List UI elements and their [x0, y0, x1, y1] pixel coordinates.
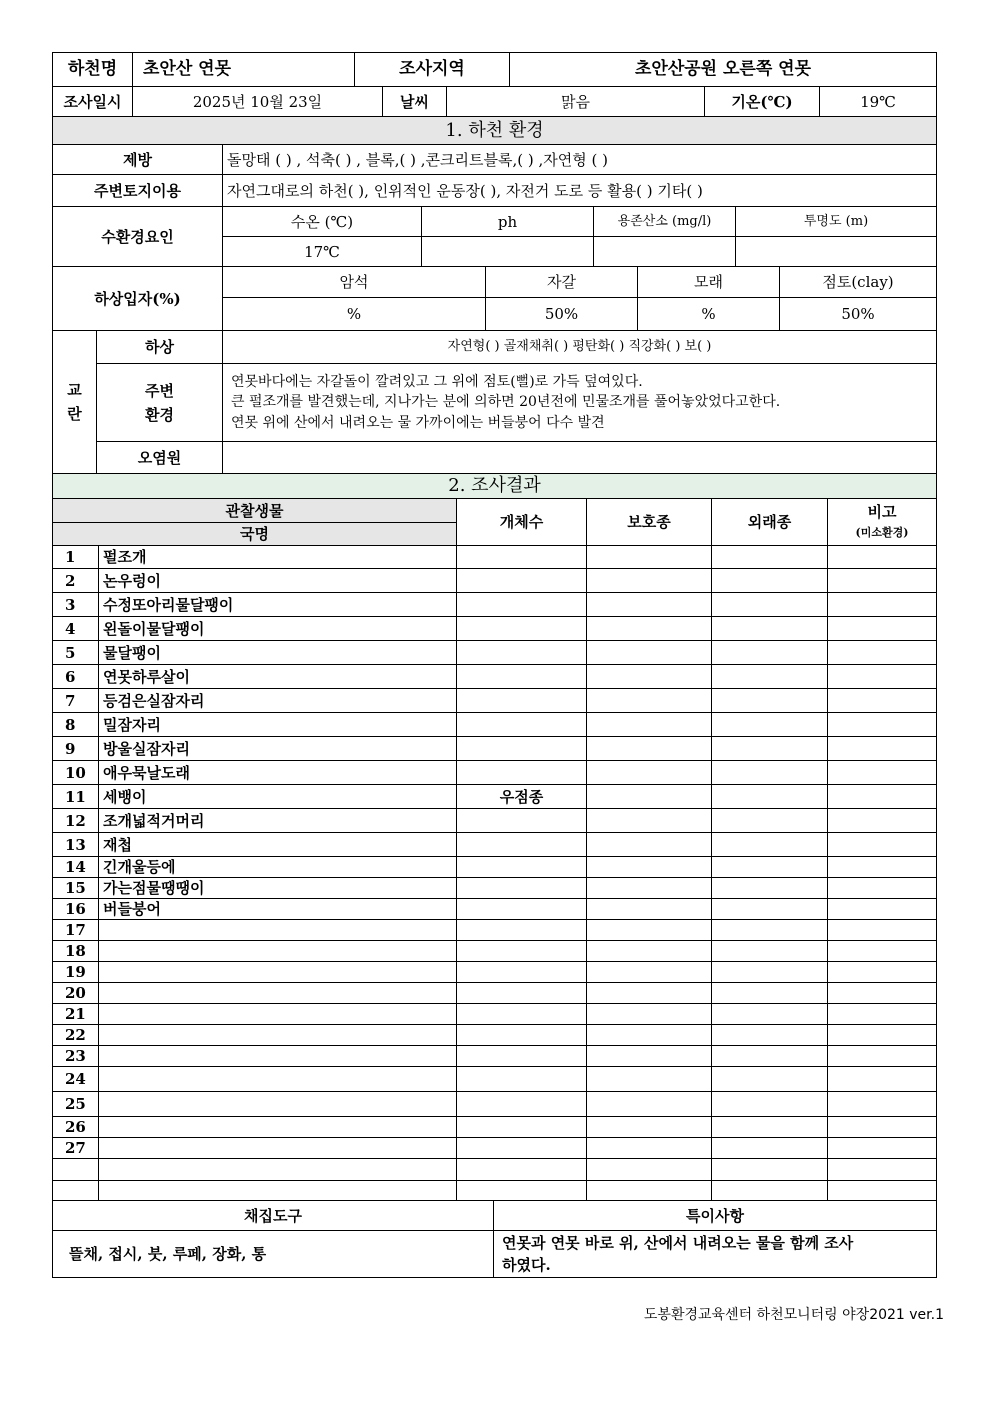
- species-note: [828, 546, 937, 569]
- species-protected: [587, 569, 712, 593]
- survey-date: 2025년 10월 23일: [133, 87, 383, 117]
- species-name: [99, 1138, 457, 1159]
- species-protected: [587, 617, 712, 641]
- species-count: [457, 1004, 587, 1025]
- species-number: 25: [53, 1092, 99, 1117]
- species-note: [828, 962, 937, 983]
- table-row: [53, 899, 937, 920]
- species-count: [457, 1138, 587, 1159]
- species-protected: [587, 1138, 712, 1159]
- section1-title: 1. 하천 환경: [53, 117, 937, 145]
- species-protected: [587, 941, 712, 962]
- table-row: [53, 569, 937, 593]
- species-protected: [587, 761, 712, 785]
- species-count: [457, 689, 587, 713]
- species-count: [457, 713, 587, 737]
- species-protected: [587, 962, 712, 983]
- species-protected: [587, 713, 712, 737]
- species-alien: [712, 641, 828, 665]
- species-count: [457, 962, 587, 983]
- species-note: [828, 785, 937, 809]
- disturbance-label-2: 란: [67, 405, 82, 423]
- species-note: [828, 833, 937, 857]
- table-row: [53, 1046, 937, 1067]
- species-count: [457, 1046, 587, 1067]
- species-number: 17: [53, 920, 99, 941]
- species-protected: [587, 878, 712, 899]
- species-note: [828, 689, 937, 713]
- landuse-label: 주변토지이용: [53, 175, 223, 207]
- species-note: [828, 641, 937, 665]
- species-protected: [587, 1159, 712, 1181]
- species-count: [457, 1117, 587, 1138]
- species-protected: [587, 689, 712, 713]
- table-row: [53, 1117, 937, 1138]
- species-note: [828, 569, 937, 593]
- species-protected: [587, 641, 712, 665]
- disturbance-label-1: 교: [67, 381, 82, 399]
- species-alien: [712, 546, 828, 569]
- weather-value: 맑음: [447, 87, 705, 117]
- gravel-label: 자갈: [486, 267, 638, 298]
- species-alien: [712, 665, 828, 689]
- levee-label: 제방: [53, 145, 223, 175]
- species-alien: [712, 833, 828, 857]
- species-count: [457, 1067, 587, 1092]
- table-row: [53, 941, 937, 962]
- species-alien: [712, 857, 828, 878]
- surround-label-1: 주변: [145, 381, 174, 400]
- species-count: [457, 1092, 587, 1117]
- species-alien: [712, 1092, 828, 1117]
- species-name: 버들붕어: [99, 899, 457, 920]
- special-line-1: 연못과 연못 바로 위, 산에서 내려오는 물을 함께 조사: [502, 1233, 854, 1252]
- species-count: [457, 569, 587, 593]
- species-count: [457, 833, 587, 857]
- species-note: [828, 1138, 937, 1159]
- species-number: 7: [53, 689, 99, 713]
- species-protected: [587, 983, 712, 1004]
- species-note: [828, 809, 937, 833]
- species-number: 22: [53, 1025, 99, 1046]
- species-protected: [587, 809, 712, 833]
- species-number: [53, 1181, 99, 1201]
- table-row: [53, 593, 937, 617]
- species-alien: [712, 899, 828, 920]
- note-sub-label: (미소환경): [855, 526, 909, 539]
- surround-label: [97, 364, 223, 442]
- table-row: [53, 833, 937, 857]
- species-note: [828, 1181, 937, 1201]
- species-alien: [712, 1046, 828, 1067]
- species-note: [828, 983, 937, 1004]
- clay-value: 50%: [780, 298, 937, 331]
- table-row: [53, 689, 937, 713]
- species-number: 16: [53, 899, 99, 920]
- species-protected: [587, 1046, 712, 1067]
- riverbed-value: 자연형( ) 골재채취( ) 평탄화( ) 직강화( ) 보( ): [223, 331, 937, 364]
- species-note: [828, 1004, 937, 1025]
- species-note: [828, 1159, 937, 1181]
- species-count: [457, 1181, 587, 1201]
- species-count: [457, 1159, 587, 1181]
- table-row: [53, 983, 937, 1004]
- species-note: [828, 857, 937, 878]
- species-number: 13: [53, 833, 99, 857]
- note-label-text: 비고: [867, 502, 897, 521]
- survey-date-label: 조사일시: [53, 87, 133, 117]
- species-note: [828, 920, 937, 941]
- species-protected: [587, 1025, 712, 1046]
- footer-text: 도봉환경교육센터 하천모니터링 야장2021 ver.1: [643, 1307, 944, 1323]
- special-value: [494, 1231, 937, 1278]
- species-name: 가는점물땡땡이: [99, 878, 457, 899]
- species-note: [828, 1046, 937, 1067]
- table-row: [53, 761, 937, 785]
- do-value: [594, 237, 736, 267]
- species-number: 14: [53, 857, 99, 878]
- species-alien: [712, 689, 828, 713]
- species-note: [828, 1092, 937, 1117]
- species-count: [457, 737, 587, 761]
- rock-label: 암석: [223, 267, 486, 298]
- species-note: [828, 1117, 937, 1138]
- riverbed-label: 하상: [97, 331, 223, 364]
- header-table: [52, 52, 937, 87]
- tools-value: 뜰채, 접시, 붓, 루페, 장화, 통: [53, 1231, 494, 1278]
- species-name: 등검은실잠자리: [99, 689, 457, 713]
- do-label: 용존산소 (mg/l): [594, 207, 736, 237]
- species-count: [457, 665, 587, 689]
- species-name: 밀잠자리: [99, 713, 457, 737]
- species-rows: [53, 546, 937, 1201]
- species-name: 재첩: [99, 833, 457, 857]
- species-name: 왼돌이물달팽이: [99, 617, 457, 641]
- species-name: [99, 920, 457, 941]
- species-note: [828, 617, 937, 641]
- ph-value: [422, 237, 594, 267]
- survey-area: 초안산공원 오른쪽 연못: [510, 53, 937, 87]
- species-number: 21: [53, 1004, 99, 1025]
- surround-line-1: 연못바다에는 자갈돌이 깔려있고 그 위에 점토(뻘)로 가득 덮여있다.: [231, 374, 643, 391]
- species-protected: [587, 737, 712, 761]
- survey-results-table: [52, 473, 937, 1201]
- species-number: 26: [53, 1117, 99, 1138]
- special-line-2: 하였다.: [502, 1256, 551, 1274]
- species-note: [828, 899, 937, 920]
- landuse-value: 자연그대로의 하천( ), 인위적인 운동장( ), 자전거 도로 등 활용( ) 기타( ): [223, 175, 937, 207]
- species-name: [99, 941, 457, 962]
- species-number: 3: [53, 593, 99, 617]
- species-number: 8: [53, 713, 99, 737]
- sand-label: 모래: [638, 267, 780, 298]
- species-name: 논우렁이: [99, 569, 457, 593]
- species-count: [457, 899, 587, 920]
- disturbance-label: [53, 331, 97, 474]
- species-number: 10: [53, 761, 99, 785]
- species-protected: [587, 1067, 712, 1092]
- species-alien: [712, 983, 828, 1004]
- species-number: 23: [53, 1046, 99, 1067]
- table-row: [53, 1138, 937, 1159]
- species-count: [457, 761, 587, 785]
- species-protected: [587, 920, 712, 941]
- table-row: [53, 1004, 937, 1025]
- table-row: [53, 713, 937, 737]
- species-protected: [587, 785, 712, 809]
- table-row: [53, 785, 937, 809]
- table-row: [53, 962, 937, 983]
- date-table: [52, 86, 937, 117]
- species-alien: [712, 1117, 828, 1138]
- observed-label: 관찰생물: [53, 499, 457, 523]
- river-environment-table: [52, 116, 937, 474]
- species-number: 15: [53, 878, 99, 899]
- tools-label: 채집도구: [53, 1201, 494, 1231]
- species-count: [457, 641, 587, 665]
- river-name-label: 하천명: [53, 53, 133, 87]
- water-temp-value: 17℃: [223, 237, 422, 267]
- clarity-value: [736, 237, 937, 267]
- water-factor-label: 수환경요인: [53, 207, 223, 267]
- species-protected: [587, 546, 712, 569]
- species-number: 18: [53, 941, 99, 962]
- ph-label: ph: [422, 207, 594, 237]
- species-protected: [587, 1181, 712, 1201]
- species-count: [457, 857, 587, 878]
- species-alien: [712, 713, 828, 737]
- species-count: [457, 593, 587, 617]
- survey-area-label: 조사지역: [355, 53, 510, 87]
- species-note: [828, 1025, 937, 1046]
- note-label: [828, 499, 937, 546]
- table-row: [53, 1159, 937, 1181]
- species-count: 우점종: [457, 785, 587, 809]
- species-alien: [712, 1181, 828, 1201]
- table-row: [53, 1092, 937, 1117]
- species-count: [457, 941, 587, 962]
- table-row: [53, 809, 937, 833]
- bottom-table: [52, 1200, 937, 1278]
- species-alien: [712, 1067, 828, 1092]
- rock-value: %: [223, 298, 486, 331]
- air-temp-value: 19℃: [820, 87, 937, 117]
- species-alien: [712, 1004, 828, 1025]
- surround-line-2: 큰 펄조개를 발견했는데, 지나가는 분에 의하면 20년전에 민물조개를 풀어놓았었다고한다.: [231, 394, 781, 411]
- special-label: 특이사항: [494, 1201, 937, 1231]
- clarity-label: 투명도 (m): [736, 207, 937, 237]
- species-note: [828, 713, 937, 737]
- table-row: [53, 857, 937, 878]
- species-name: [99, 962, 457, 983]
- species-protected: [587, 1117, 712, 1138]
- species-name: 긴개울등에: [99, 857, 457, 878]
- species-protected: [587, 833, 712, 857]
- table-row: [53, 641, 937, 665]
- species-protected: [587, 1004, 712, 1025]
- section2-title: 2. 조사결과: [53, 474, 937, 499]
- species-alien: [712, 920, 828, 941]
- species-number: 11: [53, 785, 99, 809]
- species-protected: [587, 857, 712, 878]
- species-protected: [587, 899, 712, 920]
- species-alien: [712, 878, 828, 899]
- species-alien: [712, 761, 828, 785]
- species-protected: [587, 1092, 712, 1117]
- species-note: [828, 878, 937, 899]
- species-number: 1: [53, 546, 99, 569]
- table-row: [53, 920, 937, 941]
- species-number: 19: [53, 962, 99, 983]
- species-alien: [712, 1025, 828, 1046]
- species-note: [828, 1067, 937, 1092]
- pollution-label: 오염원: [97, 442, 223, 474]
- table-row: [53, 1067, 937, 1092]
- surround-value: [223, 364, 937, 442]
- species-count: [457, 617, 587, 641]
- table-row: [53, 546, 937, 569]
- table-row: [53, 617, 937, 641]
- species-note: [828, 941, 937, 962]
- surround-line-3: 연못 위에 산에서 내려오는 물 가까이에는 버들붕어 다수 발견: [231, 414, 605, 431]
- air-temp-label: 기온(℃): [705, 87, 820, 117]
- species-name: 물달팽이: [99, 641, 457, 665]
- species-name: [99, 1092, 457, 1117]
- species-name: 수정또아리물달팽이: [99, 593, 457, 617]
- table-row: [53, 1025, 937, 1046]
- species-name: [99, 1025, 457, 1046]
- table-row: [53, 878, 937, 899]
- species-name: 펄조개: [99, 546, 457, 569]
- species-name: [99, 1117, 457, 1138]
- surround-label-2: 환경: [145, 405, 174, 424]
- substrate-label: 하상입자(%): [53, 267, 223, 331]
- species-number: 4: [53, 617, 99, 641]
- count-label: 개체수: [457, 499, 587, 546]
- species-number: 6: [53, 665, 99, 689]
- table-row: [53, 1181, 937, 1201]
- species-alien: [712, 617, 828, 641]
- pollution-value: [223, 442, 937, 474]
- river-name: 초안산 연못: [133, 53, 355, 87]
- clay-label: 점토(clay): [780, 267, 937, 298]
- species-name: 애우묵날도래: [99, 761, 457, 785]
- species-number: 24: [53, 1067, 99, 1092]
- species-alien: [712, 569, 828, 593]
- species-count: [457, 546, 587, 569]
- species-count: [457, 1025, 587, 1046]
- species-number: [53, 1159, 99, 1181]
- protected-label: 보호종: [587, 499, 712, 546]
- species-alien: [712, 1159, 828, 1181]
- species-alien: [712, 593, 828, 617]
- species-alien: [712, 941, 828, 962]
- species-number: 27: [53, 1138, 99, 1159]
- species-protected: [587, 593, 712, 617]
- species-name: [99, 1067, 457, 1092]
- species-alien: [712, 809, 828, 833]
- species-alien: [712, 1138, 828, 1159]
- weather-label: 날씨: [383, 87, 447, 117]
- species-name: 연못하루살이: [99, 665, 457, 689]
- species-count: [457, 809, 587, 833]
- sand-value: %: [638, 298, 780, 331]
- species-name: [99, 1046, 457, 1067]
- species-name: [99, 983, 457, 1004]
- species-number: 12: [53, 809, 99, 833]
- species-count: [457, 920, 587, 941]
- alien-label: 외래종: [712, 499, 828, 546]
- survey-sheet: [52, 52, 936, 1278]
- species-alien: [712, 962, 828, 983]
- species-name: [99, 1159, 457, 1181]
- species-name: 세뱅이: [99, 785, 457, 809]
- species-number: 20: [53, 983, 99, 1004]
- table-row: [53, 665, 937, 689]
- species-alien: [712, 737, 828, 761]
- species-name: 조개넓적거머리: [99, 809, 457, 833]
- levee-value: 돌망태 ( ) , 석축( ) , 블록,( ) ,콘크리트블록,( ) ,자연형 ( ): [223, 145, 937, 175]
- species-protected: [587, 665, 712, 689]
- species-count: [457, 983, 587, 1004]
- species-number: 2: [53, 569, 99, 593]
- species-name: [99, 1181, 457, 1201]
- table-row: [53, 737, 937, 761]
- species-name: [99, 1004, 457, 1025]
- species-note: [828, 665, 937, 689]
- species-number: 9: [53, 737, 99, 761]
- species-alien: [712, 785, 828, 809]
- species-note: [828, 737, 937, 761]
- water-temp-label: 수온 (℃): [223, 207, 422, 237]
- species-name: 방울실잠자리: [99, 737, 457, 761]
- species-count: [457, 878, 587, 899]
- species-number: 5: [53, 641, 99, 665]
- korean-name-label: 국명: [53, 523, 457, 546]
- species-note: [828, 761, 937, 785]
- species-note: [828, 593, 937, 617]
- gravel-value: 50%: [486, 298, 638, 331]
